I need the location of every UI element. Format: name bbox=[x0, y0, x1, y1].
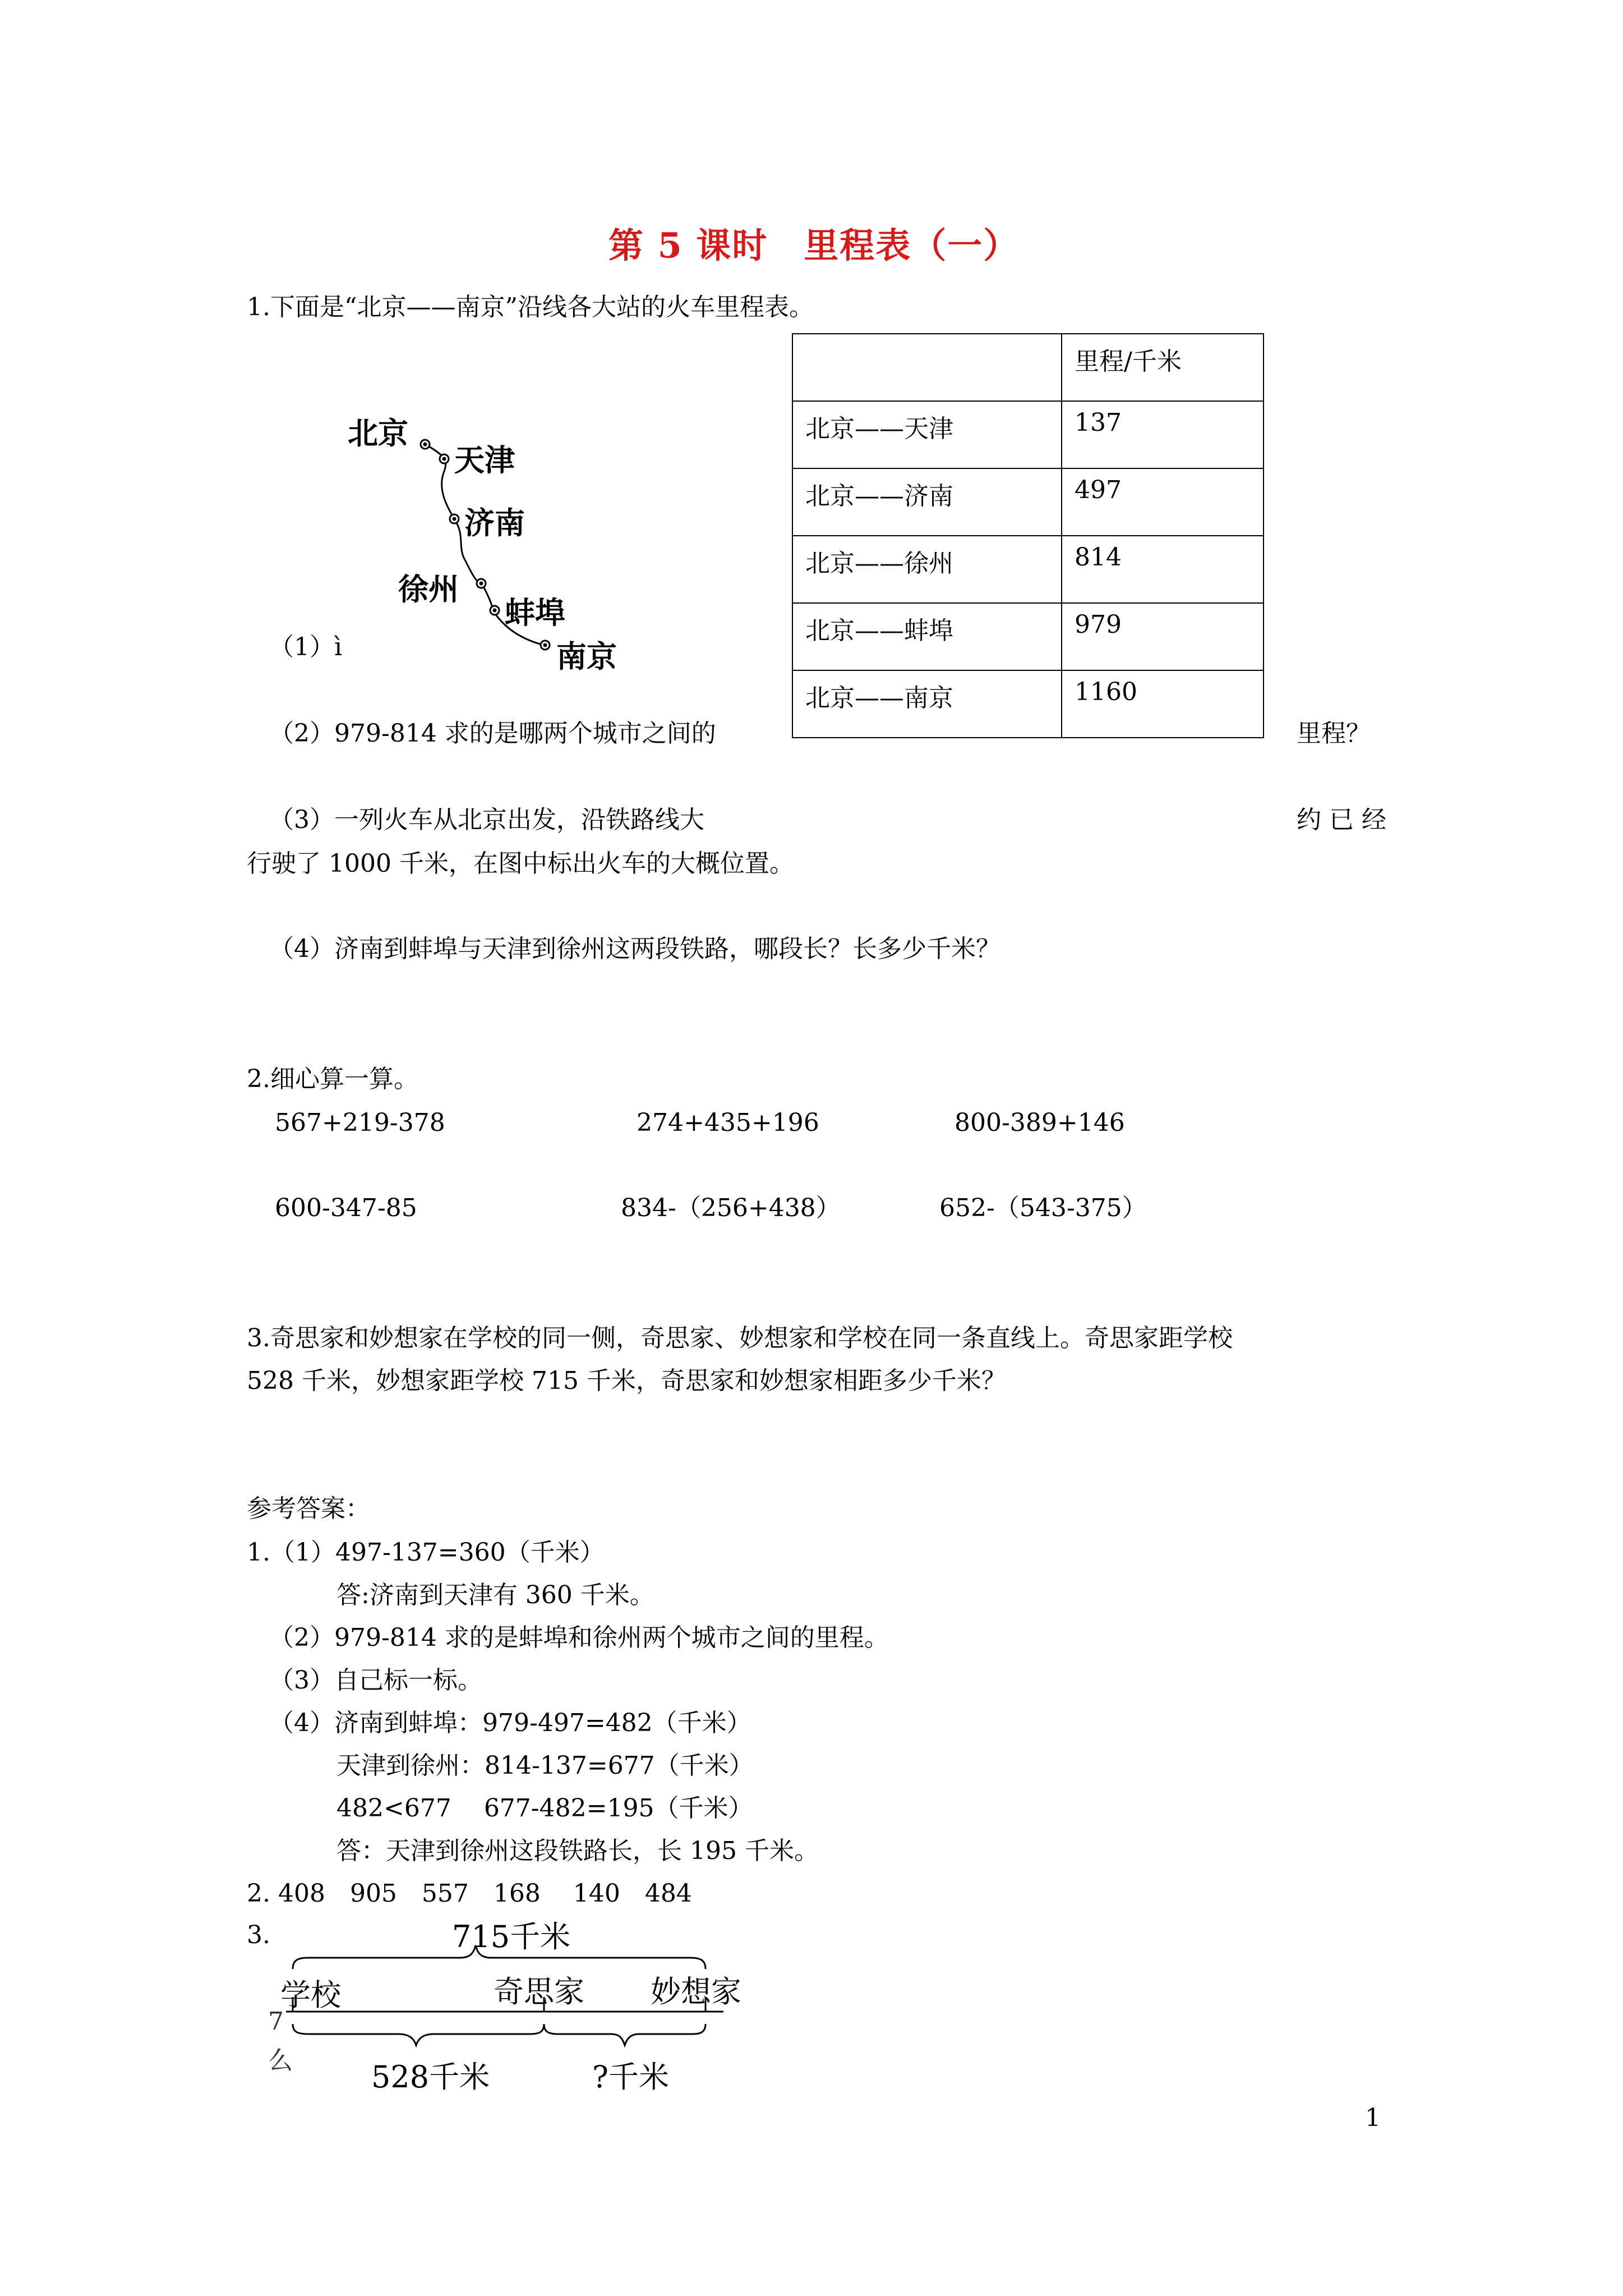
question-2-intro: 2.细心算一算。 bbox=[247, 1065, 418, 1093]
mileage-table bbox=[792, 333, 1264, 738]
diagram-place-qisi-home: 奇思家 bbox=[494, 1974, 584, 2009]
page-number: 1 bbox=[1365, 2104, 1381, 2132]
table-cell: 497 bbox=[1062, 468, 1264, 536]
table-row bbox=[792, 401, 1264, 468]
table-row bbox=[792, 670, 1264, 738]
answer-line: 3. bbox=[247, 1921, 270, 1949]
expression: 834-（256+438） bbox=[621, 1194, 841, 1222]
question-1-part-3-left: （3）一列火车从北京出发，沿铁路线大 bbox=[269, 806, 704, 834]
table-cell: 979 bbox=[1062, 603, 1264, 670]
answer-line: 天津到徐州：814-137=677（千米） bbox=[336, 1751, 754, 1780]
answer-line: 1.（1）497-137=360（千米） bbox=[247, 1538, 605, 1567]
table-cell: 北京——南京 bbox=[792, 670, 1062, 738]
table-cell: 北京——蚌埠 bbox=[792, 603, 1062, 670]
answer-line: 答：天津到徐州这段铁路长，长 195 千米。 bbox=[336, 1837, 819, 1865]
question-1-intro: 1.下面是“北京——南京”沿线各大站的火车里程表。 bbox=[247, 293, 814, 321]
diagram-total-distance: 715千米 bbox=[452, 1919, 571, 1954]
part-1-label: （1） bbox=[269, 633, 334, 661]
table-header-cell bbox=[792, 334, 1062, 401]
table-cell: 137 bbox=[1062, 401, 1264, 468]
map-station-bengbu: 蚌埠 bbox=[505, 595, 565, 631]
question-1-part-2-left: （2）979-814 求的是哪两个城市之间的 bbox=[269, 719, 716, 748]
table-row bbox=[792, 536, 1264, 603]
question-1-part-2-right: 里程？ bbox=[1297, 719, 1371, 748]
part-1-cut-glyph: ì bbox=[334, 633, 343, 661]
map-station-xuzhou: 徐州 bbox=[398, 572, 459, 607]
question-1-part-3-right: 约 已 经 bbox=[1297, 806, 1386, 834]
page-title: 第 5 课时 里程表（一） bbox=[608, 225, 1020, 266]
table-cell: 北京——天津 bbox=[792, 401, 1062, 468]
question-1-part-4: （4）济南到蚌埠与天津到徐州这两段铁路，哪段长？长多少千米？ bbox=[269, 935, 1000, 963]
table-cell: 1160 bbox=[1062, 670, 1264, 738]
diagram-place-school: 学校 bbox=[280, 1977, 341, 2013]
table-header-row bbox=[792, 334, 1264, 401]
expression: 600-347-85 bbox=[275, 1194, 417, 1222]
answer-line: 482<677 677-482=195（千米） bbox=[336, 1794, 753, 1823]
expression: 567+219-378 bbox=[275, 1108, 445, 1137]
answer-line: 答:济南到天津有 360 千米。 bbox=[336, 1581, 654, 1609]
expression: 274+435+196 bbox=[637, 1108, 819, 1137]
expression: 652-（543-375） bbox=[939, 1194, 1147, 1222]
answer-line: （4）济南到蚌埠：979-497=482（千米） bbox=[269, 1709, 751, 1737]
question-3-line-2: 528 千米，妙想家距学校 715 千米，奇思家和妙想家相距多少千米？ bbox=[247, 1366, 1006, 1395]
diagram-unknown-distance: ?千米 bbox=[592, 2059, 669, 2095]
map-station-jinan: 济南 bbox=[464, 505, 525, 541]
answers-heading: 参考答案： bbox=[247, 1494, 370, 1523]
question-3-line-1: 3.奇思家和妙想家在学校的同一侧，奇思家、妙想家和学校在同一条直线上。奇思家距学校 bbox=[247, 1324, 1233, 1352]
table-cell: 北京——徐州 bbox=[792, 536, 1062, 603]
answer-line: 2. 408 905 557 168 140 484 bbox=[247, 1879, 692, 1908]
question-1-part-1 bbox=[269, 633, 342, 662]
expression: 800-389+146 bbox=[955, 1108, 1125, 1137]
answer-line: （2）979-814 求的是蚌埠和徐州两个城市之间的里程。 bbox=[269, 1623, 889, 1652]
table-cell: 814 bbox=[1062, 536, 1264, 603]
map-station-tianjin: 天津 bbox=[454, 443, 515, 478]
map-station-beijing: 北京 bbox=[348, 416, 408, 451]
railway-map bbox=[336, 404, 651, 673]
table-header-cell: 里程/千米 bbox=[1062, 334, 1264, 401]
map-station-nanjing: 南京 bbox=[556, 639, 617, 674]
answer-line: （3）自己标一标。 bbox=[269, 1666, 482, 1695]
question-1-part-3-line-2: 行驶了 1000 千米，在图中标出火车的大概位置。 bbox=[247, 849, 794, 878]
table-row bbox=[792, 603, 1264, 670]
diagram-place-miaoxiang-home: 妙想家 bbox=[651, 1974, 741, 2009]
table-row bbox=[792, 468, 1264, 536]
distance-diagram bbox=[268, 1913, 780, 2098]
diagram-distance-school-to-qisi: 528千米 bbox=[371, 2059, 490, 2095]
diagram-edge-glyph: 么 bbox=[268, 2046, 293, 2075]
diagram-edge-glyph: 7 bbox=[268, 2007, 284, 2036]
table-cell: 北京——济南 bbox=[792, 468, 1062, 536]
